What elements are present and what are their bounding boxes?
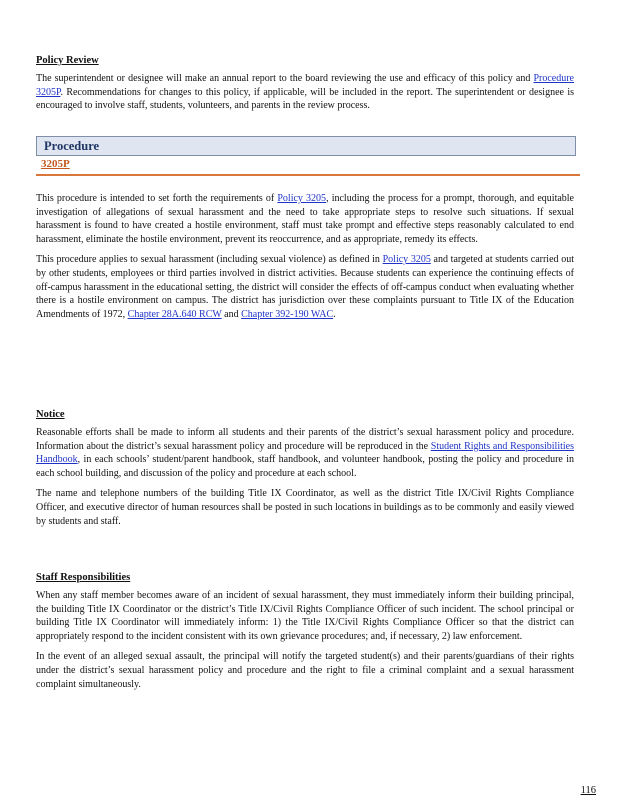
procedure-title: Procedure — [44, 139, 100, 153]
procedure-p1-text-b: , including the process for a prompt, thorough, and equitable investigation of allegations of sexual harassment and the need to take appropriate steps to resolve such situations. If sexual harassment is found to have created a hostile environment, staff must take prompt and effective steps reasonably calculated to end harassment, eliminate the hostile environment, prevent its reoccurrence, and as appropriate, remedy its effects. — [36, 193, 574, 245]
procedure-divider — [36, 174, 580, 176]
procedure-p1-text-a: This procedure is intended to set forth the requirements of — [36, 193, 278, 204]
procedure-section — [36, 192, 574, 328]
procedure-paragraph-1 — [36, 192, 574, 246]
notice-heading: Notice — [36, 409, 65, 420]
notice-paragraph-1 — [36, 426, 574, 480]
policy-review-text-b: . Recommendations for changes to this policy, if applicable, will be included in the report. The superintendent or designee is encouraged to involve staff, students, volunteers, and parents in the review process. — [36, 86, 574, 112]
wac-chapter-link[interactable]: Chapter 392-190 WAC — [241, 308, 334, 320]
policy-review-paragraph — [36, 72, 574, 113]
procedure-p2-text-c: and — [221, 308, 242, 320]
staff-paragraph-1: When any staff member becomes aware of an incident of sexual harassment, they must immediately inform their building principal, the building Title IX Coordinator or the district’s Title IX/Civil Rights Compliance Officer of such incident. The school principal or building Title IX Coordinator will immediately inform: 1) the Title IX/Civil Rights Compliance Officer so that the district can appropriately respond to the incident consistent with its own grievance procedures; and, if necessary, 2) law enforcement. — [36, 590, 574, 642]
policy-review-heading: Policy Review — [36, 55, 99, 66]
procedure-p2-text-a: This procedure applies to sexual harassment (including sexual violence) as defined in — [36, 254, 383, 266]
staff-responsibilities-section — [36, 567, 574, 698]
page-number: 116 — [580, 785, 596, 796]
notice-paragraph-2: The name and telephone numbers of the building Title IX Coordinator, as well as the district Title IX/Civil Rights Compliance Officer, and executive director of human resources shall be posted in such locations in buildings as to be commonly and easily viewed by students and staff. — [36, 488, 574, 527]
notice-p1-text-a: Reasonable efforts shall be made to inform all students and their parents of the district’s sexual harassment policy and procedure. Information about the district’s sexual harassment policy and procedure will be reproduced in the — [36, 427, 574, 452]
procedure-code: 3205P — [41, 158, 70, 170]
staff-responsibilities-heading: Staff Responsibilities — [36, 572, 131, 583]
procedure-paragraph-2 — [36, 253, 574, 321]
procedure-p2-text-b: and targeted at students carried out by other students, employees or third parties involved in district activities. Because students can experience the continuing effects of off-campus harassment in the educational setting, the district will consider the effects of off-campus conduct when evaluating whether there is a hostile environment on campus. The district has jurisdiction over these complaints pursuant to Title IX of the Education Amendments of 1972, — [36, 254, 574, 320]
procedure-3205p-link[interactable]: Procedure 3205P — [36, 73, 574, 98]
policy-3205-link[interactable]: Policy 3205 — [277, 193, 327, 204]
policy-3205-link-2[interactable]: Policy 3205 — [382, 254, 431, 266]
procedure-banner — [36, 136, 576, 156]
student-handbook-link[interactable]: Student Rights and Responsibilities Handbook — [36, 440, 574, 466]
policy-review-section — [36, 50, 574, 120]
notice-p1-text-b: , in each schools’ student/parent handbook, staff handbook, and volunteer handbook, posting the policy and procedure in each school building, and discussion of the policy and procedure at each school. — [36, 454, 574, 479]
procedure-p2-text-d: . — [333, 308, 336, 320]
rcw-chapter-link[interactable]: Chapter 28A.640 RCW — [127, 308, 222, 320]
notice-section — [36, 404, 574, 535]
staff-paragraph-2: In the event of an alleged sexual assault, the principal will notify the targeted student(s) and their parents/guardians of their rights under the district’s sexual harassment policy and procedure and the right to file a criminal complaint and a sexual harassment complaint simultaneously. — [36, 651, 574, 690]
policy-review-text-a: The superintendent or designee will make an annual report to the board reviewing the use and efficacy of this policy and — [36, 73, 534, 84]
